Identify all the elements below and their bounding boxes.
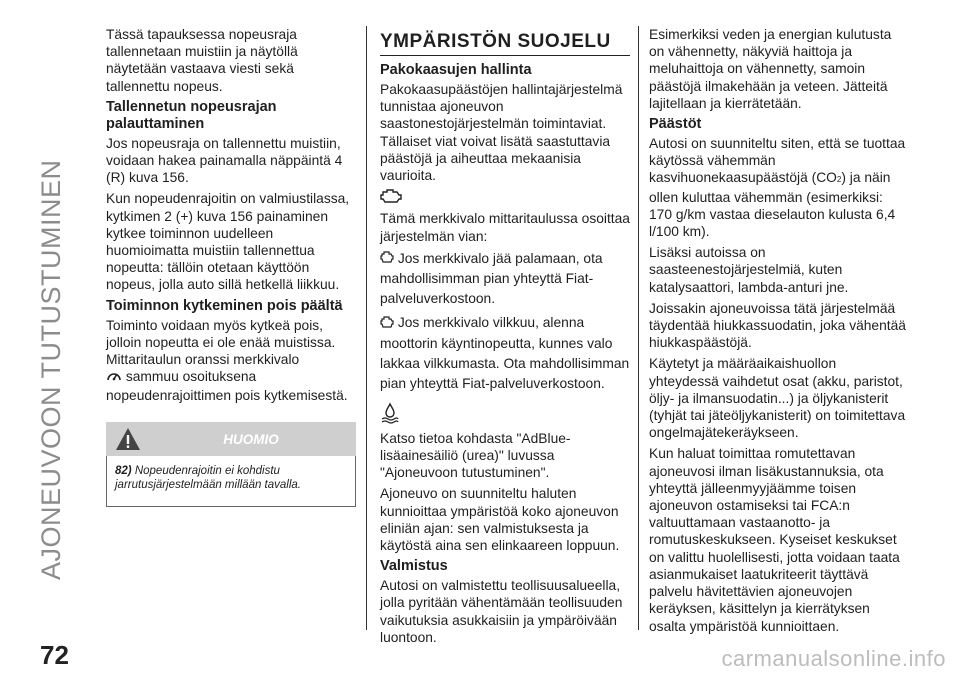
bullet-text: Jos merkkivalo vilkkuu, alenna moottorin käyntinopeutta, kunnes valo lakkaa vilkkumasta. Ota mahdollisimman pian yhteyttä Fiat-palveluverkostoon. [380, 315, 630, 391]
paragraph: Tämä merkkivalo mittaritaulussa osoittaa järjestelmän vian: [380, 211, 630, 244]
heading-manufacturing: Valmistus [380, 558, 448, 575]
engine-warning-icon [380, 314, 394, 334]
paragraph-text: Toiminto voidaan myös kytkeä pois, jolloin nopeutta ei ole enää muistissa. Mittaritaulun oranssi merkkivalo [106, 317, 336, 368]
column-3 [649, 26, 907, 639]
paragraph: Jos nopeusraja on tallennettu muistiin, voidaan hakea painamalla näppäintä 4 (R) kuva 156. [106, 135, 343, 186]
heading-restore-limit: Tallennetun nopeusrajan palauttaminen [106, 98, 277, 132]
paragraph: Kun haluat toimittaa romutettavan ajoneuvosi ilman lisäkustannuksia, ota yhteyttä jälleenmyyjäämme toisen ajoneuvon ostamiseksi tai FCA:n valtuuttamaan vastaanotto- ja romutuskeskukseen. Kyseiset keskukset on valittu huolellisesti, jotta voidaan taata asianmukaiset laatukriteerit täyttävä palvelu hävitettävien ajoneuvojen keräyksen, käsittelyn ja kierrätyksen osalta ympäristöä kunnioittaen. [649, 446, 900, 634]
bullet-item [380, 249, 630, 309]
note-body [106, 456, 356, 507]
column-2 [380, 26, 630, 650]
paragraph-text: sammuu osoituksena nopeudenrajoittimen pois kytkemisestä. [106, 369, 348, 403]
paragraph-text: ) ja näin ollen kuluttaa vähemmän (esimerkiksi: 170 g/km vastaa dieselauton kulusta 6,4 l/100 km). [649, 170, 896, 240]
section-heading-environment: YMPÄRISTÖN SUOJELU [380, 32, 630, 56]
section-title-vertical [36, 40, 86, 580]
paragraph: Pakokaasupäästöjen hallintajärjestelmä tunnistaa ajoneuvon saastonestojärjestelmän toimintaviat. Tällaiset viat voivat lisätä saastuttavia päästöjä ja aiheuttaa mekaanisia vaurioita. [380, 82, 623, 184]
engine-warning-icon [380, 188, 630, 208]
engine-warning-icon [380, 249, 394, 269]
paragraph: Tässä tapauksessa nopeusraja tallennetaan muistiin ja näytöllä näytetään vastaava viesti sekä tallennettu nopeus. [106, 27, 298, 94]
column-1 [106, 26, 356, 507]
paragraph: Joissakin ajoneuvoissa tätä järjestelmää täydentää hiukkassuodatin, joka vähentää hiukkaspäästöjä. [649, 300, 906, 351]
paragraph: Autosi on valmistettu teollisuusalueella, jolla pyritään vähentämään teollisuuden vaikutuksia asukkaisiin ja ympäröivään luontoon. [380, 578, 623, 645]
heading-switch-off: Toiminnon kytkeminen pois päältä [106, 297, 343, 314]
paragraph: Lisäksi autoissa on saasteenestojärjestelmiä, kuten katalysaattori, lambda-anturi jne. [649, 245, 849, 295]
paragraph: Käytetyt ja määräaikaishuollon yhteydessä vaihdetut osat (akku, paristot, öljy- ja ilmansuodatin...) ja öljykanisterit (tyhjät tai jäteöljykanisterit) on toimitettava ongelmajätekeräykseen. [649, 356, 906, 441]
speed-limiter-warning-icon [106, 369, 122, 387]
bullet-item [380, 313, 630, 393]
note-header [106, 422, 356, 456]
paragraph: Ajoneuvo on suunniteltu haluten kunnioittaa ympäristöä koko ajoneuvon eliniän ajan: sen valmistuksesta ja käytöstä aina sen elinkaareen loppuun. [380, 486, 620, 553]
note-label: HUOMIO [223, 431, 279, 447]
watermark: carmanualsonline.info [721, 646, 946, 671]
bullet-text: Jos merkkivalo jää palamaan, ota mahdollisimman pian yhteyttä Fiat-palveluverkostoon. [380, 250, 603, 307]
paragraph [106, 317, 356, 404]
subscript: 2 [836, 175, 842, 185]
column-divider [366, 26, 367, 630]
paragraph: Katso tietoa kohdasta "AdBlue-lisäainesäiliö (urea)" luvussa "Ajoneuvoon tutustuminen". [380, 430, 571, 481]
paragraph: Esimerkiksi veden ja energian kulutusta on vähennetty, näkyviä haittoja ja meluhaittoja on vähennetty, samoin päästöjä ilmakehään ja veteen. Jätteitä lajitellaan ja kierrätetään. [649, 27, 892, 111]
heading-emission-control: Pakokaasujen hallinta [380, 62, 532, 78]
section-title-text: AJONEUVOON TUTUSTUMINEN [36, 159, 66, 580]
page-number: 72 [40, 640, 69, 670]
heading-emissions: Päästöt [649, 116, 702, 133]
paragraph [649, 135, 907, 240]
note-number: 82) [115, 464, 132, 477]
paragraph: Kun nopeudenrajoitin on valmiustilassa, kytkimen 2 (+) kuva 156 painaminen kytkee toiminnon uudelleen huomioimatta muistiin tallennettua nopeutta: tällöin otetaan käyttöön nopeus, jolla auto sillä hetkellä liikkuu. [106, 191, 350, 293]
paragraph-text: Autosi on suunniteltu siten, että se tuottaa käytössä vähemmän kasvihuonekaasupäästöjä (CO [649, 136, 906, 186]
adblue-icon [380, 402, 630, 428]
note-text: Nopeudenrajoitin ei kohdistu jarrutusjärjestelmään millään tavalla. [115, 464, 301, 491]
column-divider [638, 26, 639, 630]
